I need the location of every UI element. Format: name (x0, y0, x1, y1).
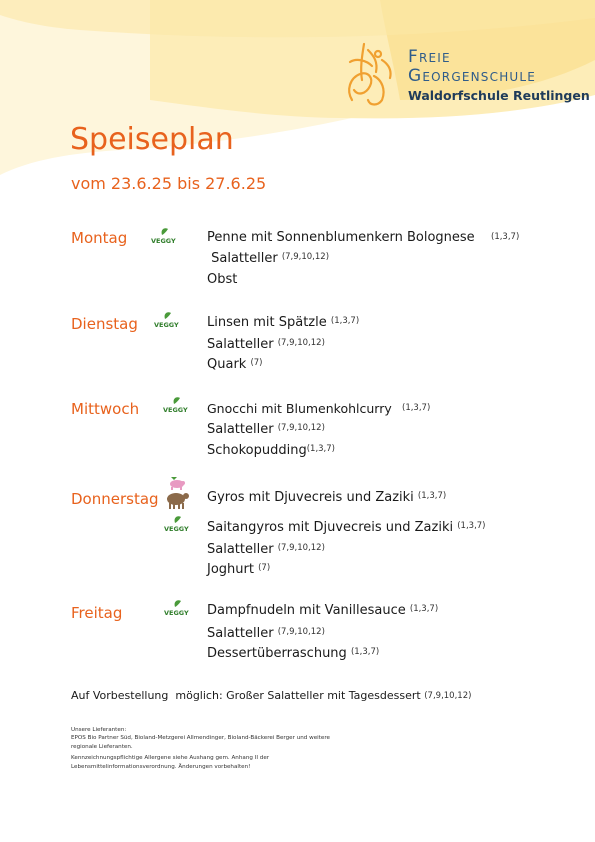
dish-text: Gnocchi mit Blumenkohlcurry (207, 401, 392, 416)
day-label-dienstag: Dienstag (71, 315, 138, 333)
dish-text: Salatteller (207, 337, 274, 352)
dish-montag-3 (207, 272, 237, 287)
allergen-code: (7,9,10,12) (424, 691, 472, 701)
dish-text: Gyros mit Djuvecreis und Zaziki (207, 490, 414, 505)
pig-icon (163, 477, 191, 515)
allergen-code: (1,3,7) (409, 604, 439, 614)
veggy-icon (163, 515, 189, 537)
svg-text:VEGGY: VEGGY (164, 525, 189, 533)
footer-line: Lebensmittelinformationsverordnung. Änderungen vorbehalten! (71, 764, 251, 770)
preorder-text: Auf Vorbestellung möglich: Großer Salatteller mit Tagesdessert (71, 689, 421, 702)
allergen-code: (1,3,7) (417, 491, 447, 501)
dish-freitag-2 (207, 626, 325, 641)
school-subtitle: Waldorfschule Reutlingen (408, 88, 590, 103)
dish-dienstag-1 (207, 315, 359, 330)
svg-text:VEGGY: VEGGY (151, 237, 176, 245)
allergen-code: (1,3,7) (350, 647, 380, 657)
allergen-code: (7,9,10,12) (277, 543, 325, 553)
veggy-icon (150, 227, 176, 249)
allergen-code: (7) (250, 358, 263, 368)
allergen-code: (7,9,10,12) (277, 627, 325, 637)
dish-freitag-1 (207, 603, 438, 618)
preorder-note (71, 689, 471, 702)
day-label-donnerstag: Donnerstag (71, 490, 159, 508)
dish-text: Salatteller (207, 542, 274, 557)
dish-donnerstag-3 (207, 542, 325, 557)
school-name-line1: Freie (408, 47, 451, 67)
dish-text: Penne mit Sonnenblumenkern Bolognese (207, 230, 475, 245)
dish-donnerstag-1 (207, 490, 446, 505)
footer-line: EPOS Bio Partner Süd, Bioland-Metzgerei Allmendinger, Bioland-Bäckerei Berger und weitere (71, 735, 330, 741)
veggy-icon (162, 396, 188, 418)
dish-text: Dessertüberraschung (207, 646, 347, 661)
svg-text:VEGGY: VEGGY (163, 406, 188, 414)
dish-text: Dampfnudeln mit Vanillesauce (207, 603, 406, 618)
dish-text: Joghurt (207, 562, 254, 577)
date-range: vom 23.6.25 bis 27.6.25 (71, 174, 267, 193)
day-label-freitag: Freitag (71, 604, 123, 622)
page-title: Speiseplan (70, 122, 234, 157)
footer-line: Unsere Lieferanten: (71, 727, 127, 733)
veggy-icon (153, 311, 179, 333)
allergen-code: (1,3,7) (306, 444, 335, 454)
dish-text: Obst (207, 272, 238, 287)
dish-text: Salatteller (207, 422, 274, 437)
allergen-code: (1,3,7) (330, 316, 360, 326)
cow-icon (167, 493, 189, 509)
dish-text: Schokopudding (207, 443, 307, 458)
school-name-block (408, 48, 590, 104)
dish-mittwoch-3 (207, 443, 335, 458)
dish-montag-2 (207, 251, 329, 266)
footer-line: regionale Lieferanten. (71, 744, 133, 750)
dish-text: Quark (207, 357, 247, 372)
allergen-code: (7,9,10,12) (277, 423, 325, 433)
allergen-code: (1,3,7) (402, 403, 431, 413)
allergen-code: (7,9,10,12) (281, 252, 330, 262)
dish-text: Salatteller (207, 251, 278, 266)
allergen-code: (1,3,7) (457, 521, 486, 531)
dish-text: Saitangyros mit Djuvecreis und Zaziki (207, 520, 454, 535)
dish-donnerstag-2 (207, 520, 486, 535)
dish-mittwoch-1 (207, 401, 392, 416)
dish-dienstag-3 (207, 357, 263, 372)
school-name-line2: Georgenschule (408, 66, 537, 86)
dish-freitag-3 (207, 646, 379, 661)
footer-line: Kennzeichnungspflichtige Allergene siehe Aushang gem. Anhang II der (71, 755, 270, 761)
day-label-montag: Montag (71, 229, 128, 247)
dish-montag-1 (207, 230, 475, 245)
dish-donnerstag-4 (207, 562, 270, 577)
veggy-icon (163, 599, 189, 621)
day-label-mittwoch: Mittwoch (71, 400, 140, 418)
dish-mittwoch-2 (207, 422, 325, 437)
dish-text: Linsen mit Spätzle (207, 315, 327, 330)
svg-text:VEGGY: VEGGY (154, 321, 179, 329)
dish-dienstag-2 (207, 337, 325, 352)
dish-text: Salatteller (207, 626, 274, 641)
svg-text:VEGGY: VEGGY (164, 609, 189, 617)
allergen-code: (7,9,10,12) (277, 338, 325, 348)
allergen-code: (1,3,7) (491, 232, 520, 242)
allergen-code: (7) (258, 563, 271, 573)
